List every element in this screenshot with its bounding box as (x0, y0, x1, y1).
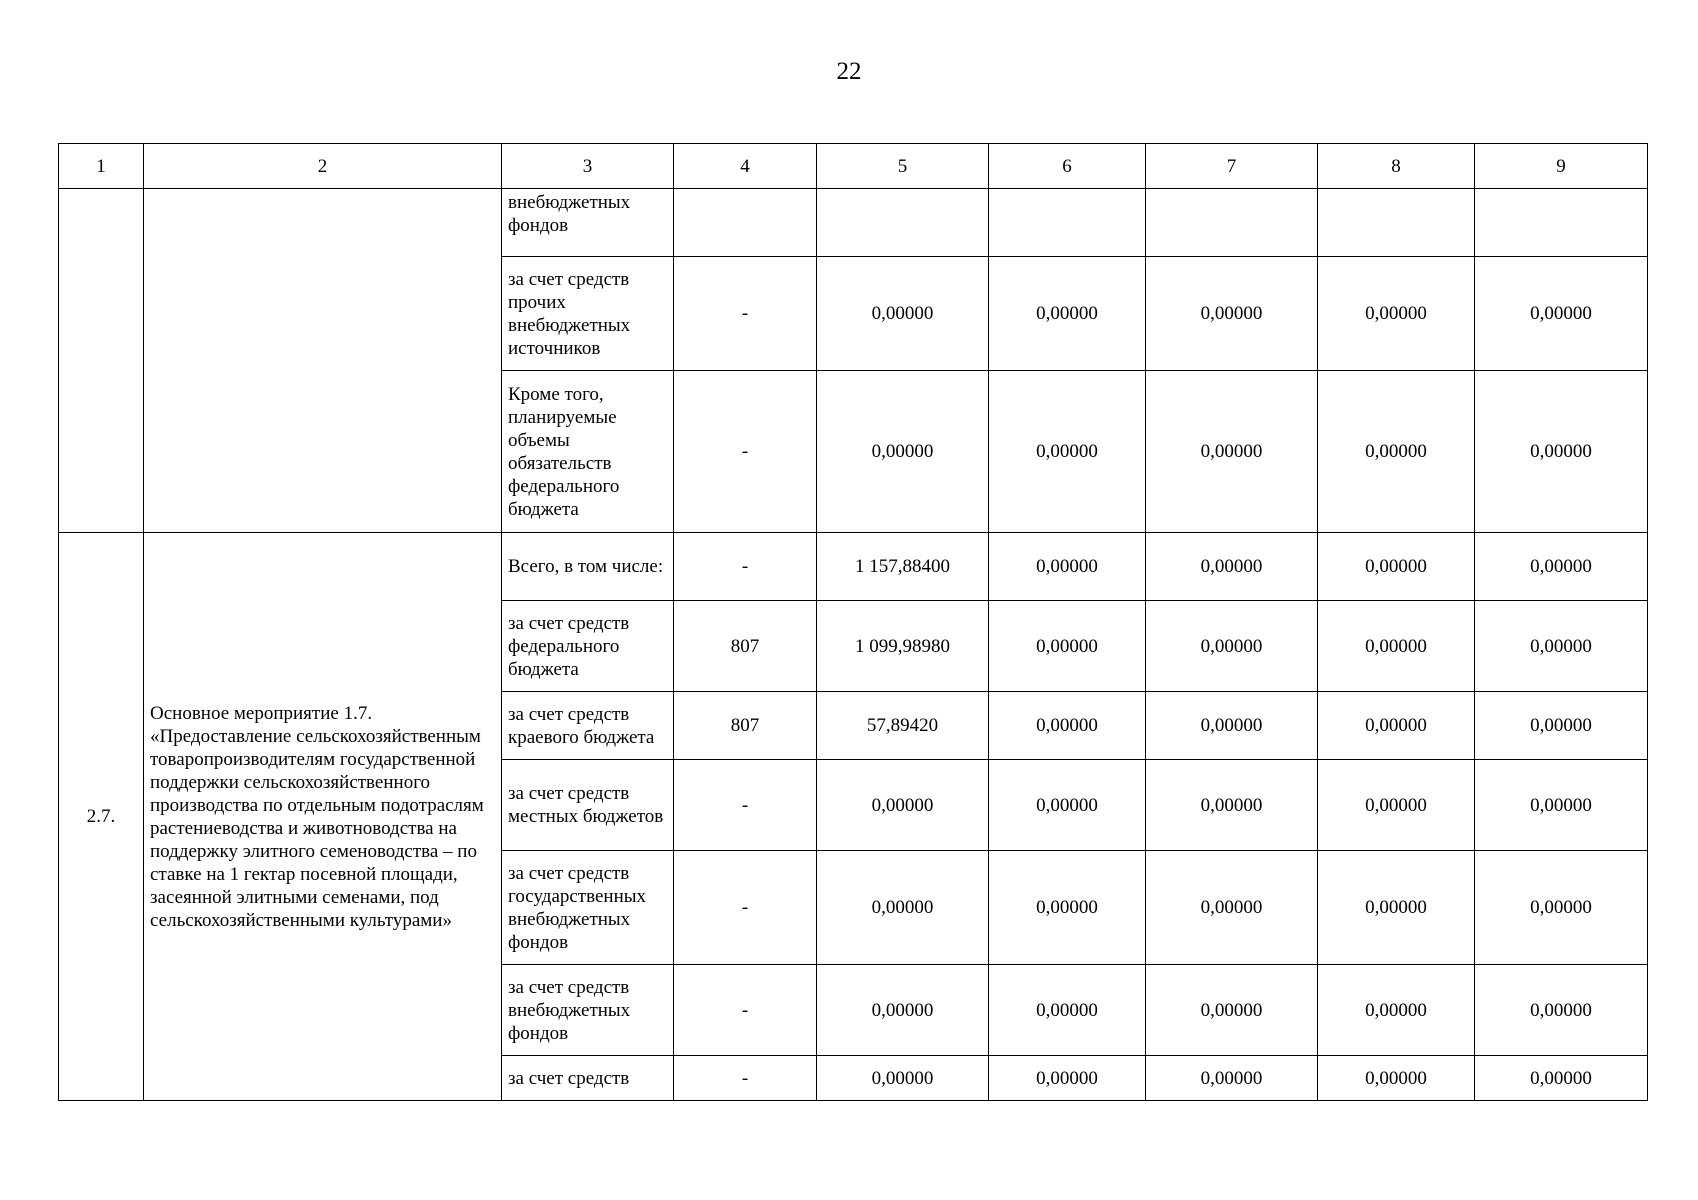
value-cell: 0,00000 (1475, 760, 1648, 851)
budget-code: 807 (674, 601, 817, 692)
budget-code: - (674, 533, 817, 601)
value-cell: 0,00000 (989, 692, 1146, 760)
value-cell: 0,00000 (1318, 601, 1475, 692)
value-cell: 0,00000 (817, 851, 989, 965)
value-cell: 57,89420 (817, 692, 989, 760)
funding-source: за счет средств краевого бюджета (502, 692, 674, 760)
column-header: 1 (59, 144, 144, 189)
funding-source: за счет средств внебюджетных фондов (502, 965, 674, 1056)
value-cell: 0,00000 (1475, 601, 1648, 692)
funding-source: за счет средств местных бюджетов (502, 760, 674, 851)
value-cell: 0,00000 (1146, 692, 1318, 760)
column-header: 8 (1318, 144, 1475, 189)
page-number: 22 (836, 58, 862, 85)
value-cell: 0,00000 (1475, 533, 1648, 601)
budget-code (674, 189, 817, 257)
column-header: 5 (817, 144, 989, 189)
budget-code: - (674, 760, 817, 851)
value-cell: 1 099,98980 (817, 601, 989, 692)
empty-name-cell (144, 189, 502, 533)
value-cell: 0,00000 (817, 371, 989, 533)
value-cell: 0,00000 (989, 851, 1146, 965)
value-cell: 0,00000 (1146, 533, 1318, 601)
value-cell: 0,00000 (817, 257, 989, 371)
column-header: 3 (502, 144, 674, 189)
value-cell: 0,00000 (1146, 851, 1318, 965)
value-cell: 0,00000 (989, 257, 1146, 371)
value-cell: 0,00000 (1318, 965, 1475, 1056)
value-cell: 0,00000 (989, 533, 1146, 601)
value-cell: 0,00000 (989, 965, 1146, 1056)
column-header: 9 (1475, 144, 1648, 189)
value-cell: 0,00000 (1318, 257, 1475, 371)
value-cell: 0,00000 (1475, 371, 1648, 533)
value-cell (989, 189, 1146, 257)
value-cell: 0,00000 (1318, 692, 1475, 760)
value-cell: 0,00000 (1318, 760, 1475, 851)
budget-code: - (674, 371, 817, 533)
value-cell: 0,00000 (989, 601, 1146, 692)
value-cell: 0,00000 (1146, 965, 1318, 1056)
value-cell: 0,00000 (1146, 601, 1318, 692)
funding-source: за счет средств федерального бюджета (502, 601, 674, 692)
budget-code: - (674, 965, 817, 1056)
value-cell (1318, 189, 1475, 257)
budget-code: - (674, 1056, 817, 1101)
value-cell: 0,00000 (1146, 257, 1318, 371)
funding-source: за счет средств прочих внебюджетных источников (502, 257, 674, 371)
value-cell (1475, 189, 1648, 257)
column-header: 2 (144, 144, 502, 189)
column-number-row (59, 144, 1648, 189)
budget-code: 807 (674, 692, 817, 760)
value-cell: 0,00000 (817, 760, 989, 851)
table-row (59, 533, 1648, 601)
column-header: 6 (989, 144, 1146, 189)
budget-table (58, 143, 1648, 1101)
budget-code: - (674, 257, 817, 371)
funding-source: Всего, в том числе: (502, 533, 674, 601)
value-cell: 0,00000 (1475, 692, 1648, 760)
value-cell: 0,00000 (989, 371, 1146, 533)
value-cell: 0,00000 (1146, 1056, 1318, 1101)
table-row (59, 189, 1648, 257)
value-cell: 0,00000 (1318, 851, 1475, 965)
budget-code: - (674, 851, 817, 965)
value-cell: 0,00000 (989, 1056, 1146, 1101)
value-cell: 0,00000 (1318, 371, 1475, 533)
funding-source: внебюджетных фондов (502, 189, 674, 257)
value-cell: 0,00000 (1475, 1056, 1648, 1101)
column-header: 7 (1146, 144, 1318, 189)
funding-source: за счет средств государственных внебюджетных фондов (502, 851, 674, 965)
value-cell: 0,00000 (1475, 965, 1648, 1056)
funding-source: Кроме того, планируемые объемы обязательств федерального бюджета (502, 371, 674, 533)
value-cell: 0,00000 (1146, 371, 1318, 533)
value-cell: 0,00000 (989, 760, 1146, 851)
value-cell: 0,00000 (1318, 1056, 1475, 1101)
value-cell: 0,00000 (1475, 257, 1648, 371)
value-cell (817, 189, 989, 257)
value-cell (1146, 189, 1318, 257)
funding-source: за счет средств (502, 1056, 674, 1101)
value-cell: 0,00000 (1475, 851, 1648, 965)
section-name: Основное мероприятие 1.7. «Предоставление сельскохозяйственным товаропроизводителям государственной поддержки сельскохозяйственного производства по отдельным подотраслям растениеводства и животноводства на поддержку элитного семеноводства – по ставке на 1 гектар посевной площади, засеянной элитными семенами, под сельскохозяйственными культурами» (144, 533, 502, 1101)
value-cell: 0,00000 (817, 965, 989, 1056)
column-header: 4 (674, 144, 817, 189)
empty-number-cell (59, 189, 144, 533)
value-cell: 0,00000 (1318, 533, 1475, 601)
value-cell: 1 157,88400 (817, 533, 989, 601)
section-number: 2.7. (59, 533, 144, 1101)
value-cell: 0,00000 (1146, 760, 1318, 851)
value-cell: 0,00000 (817, 1056, 989, 1101)
